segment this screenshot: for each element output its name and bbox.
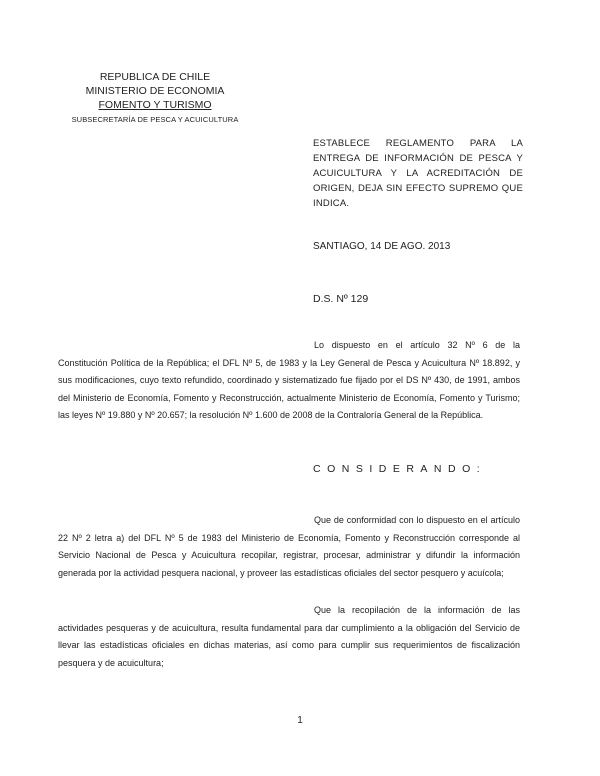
visto-paragraph [58, 337, 520, 425]
decree-subject: ESTABLECE REGLAMENTO PARA LA ENTREGA DE INFORMACIÓN DE PESCA Y ACUICULTURA Y LA ACREDITACIÓN DE ORIGEN, DEJA SIN EFECTO SUPREMO QUE INDICA. [313, 138, 523, 209]
visto-text: Lo dispuesto en el artículo 32 Nº 6 de la Constitución Política de la República; el DFL Nº 5, de 1983 y la Ley General de Pesca y Acuicultura Nº 18.892, y sus modificaciones, cuyo texto refundido, coordinado y sistematizado fue fijado por el DS Nº 430, de 1991, ambos del Ministerio de Economía, Fomento y Reconstrucción, actualmente Ministerio de Economía, Fomento y Turismo; las leyes Nº 19.880 y Nº 20.657; la resolución Nº 1.600 de 2008 de la Contraloría General de la República. [58, 340, 520, 420]
letterhead-ministry-suffix: FOMENTO Y TURISMO [98, 99, 212, 111]
considerando-heading: CONSIDERANDO: [313, 463, 487, 475]
considerando-2-text: Que la recopilación de la información de las actividades pesqueras y de acuicultura, resulta fundamental para dar cumplimiento a la obligación del Servicio de llevar las estadísticas oficiales en dichas materias, así como para cumplir sus requerimientos de fiscalización pesquera y de acuicultura; [58, 605, 520, 668]
letterhead-subsecretary: SUBSECRETARÍA DE PESCA Y ACUICULTURA [71, 115, 239, 124]
letterhead-republic: REPUBLICA DE CHILE [99, 71, 211, 83]
letterhead [60, 70, 250, 126]
considerando-1-text: Que de conformidad con lo dispuesto en el artículo 22 Nº 2 letra a) del DFL Nº 5 de 1983 del Ministerio de Economía, Fomento y Reconstrucción corresponde al Servicio Nacional de Pesca y Acuicultura recopilar, registrar, procesar, administrar y difundir la información generada por la actividad pesquera nacional, y proveer las estadísticas oficiales del sector pesquero y acuícola; [58, 515, 520, 578]
decree-date: SANTIAGO, 14 DE AGO. 2013 [313, 241, 451, 252]
considerando-paragraph-1 [58, 512, 520, 582]
decree-number: D.S. Nº 129 [313, 293, 369, 305]
considerando-paragraph-2 [58, 602, 520, 672]
letterhead-ministry: MINISTERIO DE ECONOMIA [85, 85, 225, 97]
page-number: 1 [297, 715, 303, 726]
